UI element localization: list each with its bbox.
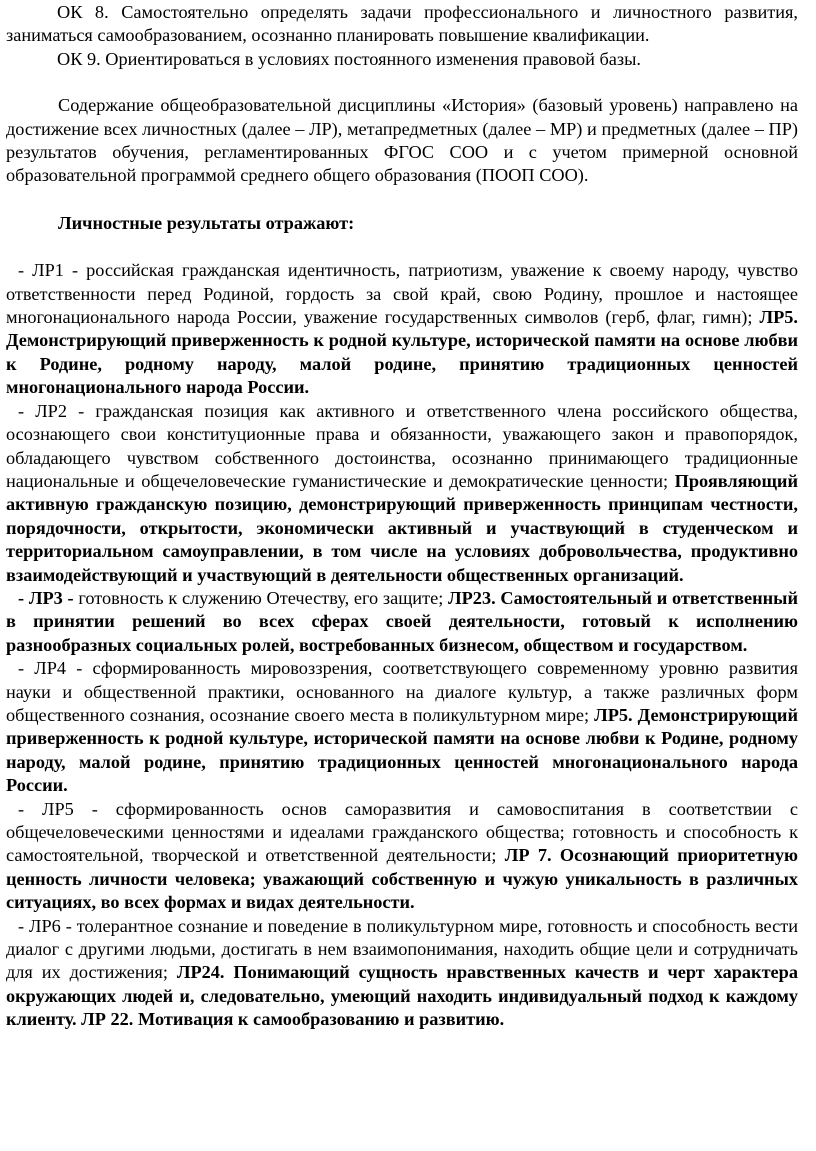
lr5-prefix: - ЛР5 - <box>18 798 98 819</box>
lr1-text: российская гражданская идентичность, патриотизм, уважение к своему народу, чувство ответственности перед Родиной, гордость за свой край, свою Родину, прошлое и настоящее многонационального народа России, уважение государственных символов (герб, флаг, гимн); <box>6 260 799 328</box>
section-heading: Личностные результаты отражают: <box>58 212 355 233</box>
lr4-bold-text: ЛР5. Демонстрирующий приверженность к родной культуре, исторической памяти на основе любви к Родине, родному народу, малой родине, принятию традиционных ценностей многонационального народа России. <box>6 704 798 796</box>
ok-8-paragraph <box>6 1 798 48</box>
lr6-prefix: - ЛР6 - <box>18 915 72 936</box>
lr3-bold-text: ЛР23. Самостоятельный и ответственный в принятии решений во всех сферах своей деятельности, готовый к исполнению разнообразных социальных ролей, востребованных бизнесом, обществом и государством. <box>6 587 798 655</box>
ok-9-paragraph <box>6 48 798 71</box>
lr3-paragraph <box>6 587 798 657</box>
lr1-prefix: - ЛР1 - <box>18 260 79 281</box>
lr4-text: сформированность мировоззрения, соответствующего современному уровню развития науки и общественной практики, основанного на диалоге культур, а также различных форм общественного сознания, осознание своего места в поликультурном мире; <box>6 658 798 725</box>
lr2-bold-text: Проявляющий активную гражданскую позицию, демонстрирующий приверженность принципам честности, порядочности, открытости, экономически активный и участвующий в студенческом и территориальном самоуправлении, в том числе на условиях добровольчества, продуктивно взаимодействующий и участвующий в деятельности общественных организаций. <box>6 470 798 585</box>
lr2-paragraph <box>6 400 798 587</box>
lr1-bold-text: ЛР5. Демонстрирующий приверженность к родной культуре, исторической памяти на основе любви к Родине, родному народу, малой родине, принятию традиционных ценностей многонационального народа России. <box>6 307 798 398</box>
lr5-paragraph <box>6 798 798 915</box>
ok-8-text: Самостоятельно определять задачи профессионального и личностного развития, заниматься самообразованием, осознанно планировать повышение квалификации. <box>6 2 798 46</box>
lr4-paragraph <box>6 657 798 797</box>
lr3-prefix: - ЛР3 - <box>18 587 74 608</box>
lr1-paragraph <box>6 259 798 399</box>
ok-9-code: ОК 9. <box>57 48 101 69</box>
lr4-prefix: - ЛР4 - <box>18 658 83 679</box>
lr6-paragraph <box>6 915 798 1032</box>
lr2-prefix: - ЛР2 - <box>18 400 85 421</box>
lr2-text: гражданская позиция как активного и ответственного члена российского общества, осознающего свои конституционные права и обязанности, уважающего закон и правопорядок, обладающего чувством собственного достоинства, осознанно принимающего традиционные национальные и общечеловеческие гуманистические и демократические ценности; <box>6 400 798 491</box>
lr5-text: сформированность основ саморазвития и самовоспитания в соответствии с общечеловеческими ценностями и идеалами гражданского общества; готовность и способность к самостоятельной, творческой и ответственной деятельности; <box>6 798 798 866</box>
ok-9-text: Ориентироваться в условиях постоянного изменения правовой базы. <box>105 48 641 69</box>
lr6-bold-text: ЛР24. Понимающий сущность нравственных качеств и черт характера окружающих людей и, следовательно, умеющий находить индивидуальный подход к каждому клиенту. ЛР 22. Мотивация к самообразованию и развитию. <box>6 962 798 1030</box>
ok-8-code: ОК 8. <box>57 2 109 22</box>
lr5-bold-text: ЛР 7. Осознающий приоритетную ценность личности человека; уважающий собственную и чужую уникальность в различных ситуациях, во всех формах и видах деятельности. <box>6 845 798 913</box>
intro-paragraph: Содержание общеобразовательной дисциплины «История» (базовый уровень) направлено на достижение всех личностных (далее – ЛР), метапредметных (далее – МР) и предметных (далее – ПР) результатов обучения, регламентированных ФГОС СОО и с учетом примерной основной образовательной программой среднего общего образования (ПООП СОО). <box>6 95 798 186</box>
lr3-text: готовность к служению Отечеству, его защите; <box>78 587 444 608</box>
lr6-text: толерантное сознание и поведение в поликультурном мире, готовность и способность вести диалог с другими людьми, достигать в нем взаимопонимания, находить общие цели и сотрудничать для их достижения; <box>6 915 799 983</box>
